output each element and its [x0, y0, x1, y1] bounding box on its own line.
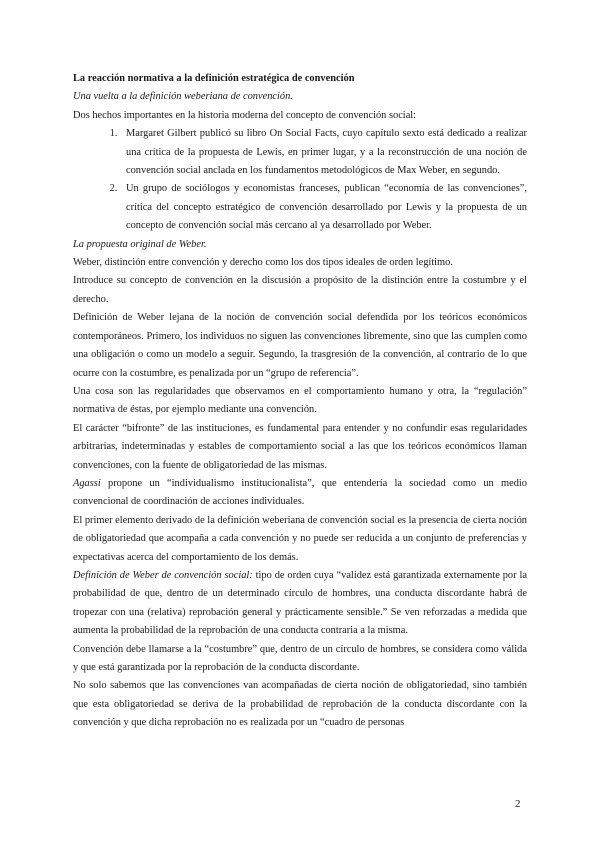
subheading-weberian: Una vuelta a la definición weberiana de convención.: [73, 91, 293, 103]
paragraph-text: propone un “individualismo institucionalista”, que entendería la sociedad como un medio convencional de coordinación de acciones individuales.: [73, 477, 527, 508]
paragraph: Definición de Weber lejana de la noción de convención social defendida por los teóricos económicos contemporáneos. Primero, los individuos no siguen las convenciones libremente, sino que las cumplen como una obligación o como un modelo a seguir. Segundo, la trasgresión de la convención, al contrario de lo que ocurre con la costumbre, es penalizada por un “grupo de referencia”.: [73, 312, 527, 379]
paragraph: [73, 567, 527, 641]
page-number: 2: [515, 798, 521, 810]
author-name: Agassi: [73, 477, 101, 489]
paragraph: Una cosa son las regularidades que observamos en el comportamiento humano y otra, la “regulación” normativa de éstas, por ejemplo mediante una convención.: [73, 385, 527, 416]
intro-paragraph: Dos hechos importantes en la historia moderna del concepto de convención social:: [73, 109, 417, 121]
paragraph: Introduce su concepto de convención en la discusión a propósito de la distinción entre la costumbre y el derecho.: [73, 275, 527, 305]
paragraph: El carácter “bifronte” de las instituciones, es fundamental para entender y no confundir esas regularidades arbitrarias, indeterminadas y estables de comportamiento social a las que los teóricos económicos llaman convenciones, con la fuente de obligatoriedad de las mismas.: [73, 422, 527, 471]
definition-label: Definición de Weber de convención social:: [73, 569, 253, 581]
paragraph: Convención debe llamarse a la “costumbre” que, dentro de un círculo de hombres, se considera como válida y que está garantizada por la reprobación de la conducta discordante.: [73, 643, 527, 673]
paragraph: Weber, distinción entre convención y derecho como los dos tipos ideales de orden legítimo.: [73, 257, 453, 269]
paragraph-text: tipo de orden cuya “validez está garantizada externamente por la probabilidad de que, dentro de un determinado círculo de hombres, una conducta discordante habrá de tropezar con una (relativa) reprobación general y prácticamente sensible.” Se ven reforzadas a medida que aumenta la probabilidad de la reprobación de una conducta contraria a la misma.: [73, 569, 527, 637]
numbered-list: [73, 125, 527, 235]
paragraph: El primer elemento derivado de la definición weberiana de convención social es la presencia de cierta noción de obligatoriedad que acompaña a cada convención y no puede ser reducida a un conjunto de preferencias y expectativas acerca del comportamiento de los demás.: [73, 514, 527, 563]
document-body: [73, 70, 527, 733]
section-heading: La reacción normativa a la definición estratégica de convención: [73, 73, 355, 84]
paragraph: No solo sabemos que las convenciones van acompañadas de cierta noción de obligatoriedad, sino también que esta obligatoriedad se deriva de la probabilidad de reprobación de la conducta discordante con la convención y que dicha reprobación no es realizada por un “cuadro de personas: [73, 680, 527, 729]
list-item: 2. Un grupo de sociólogos y economistas franceses, publican “economía de las convenciones”, crítica del concepto estratégico de convención desarrollado por Lewis y la propuesta de un concepto de convención social más cercano al ya desarrollado por Weber.: [120, 180, 527, 235]
subheading-original-proposal: La propuesta original de Weber.: [73, 238, 207, 250]
paragraph: [73, 475, 527, 512]
list-item: 1. Margaret Gilbert publicó su libro On Social Facts, cuyo capítulo sexto está dedicado a realizar una crítica de la propuesta de Lewis, en primer lugar, y a la reconstrucción de una noción de convención social anclada en los fundamentos metodológicos de Max Weber, en segundo.: [120, 125, 527, 180]
